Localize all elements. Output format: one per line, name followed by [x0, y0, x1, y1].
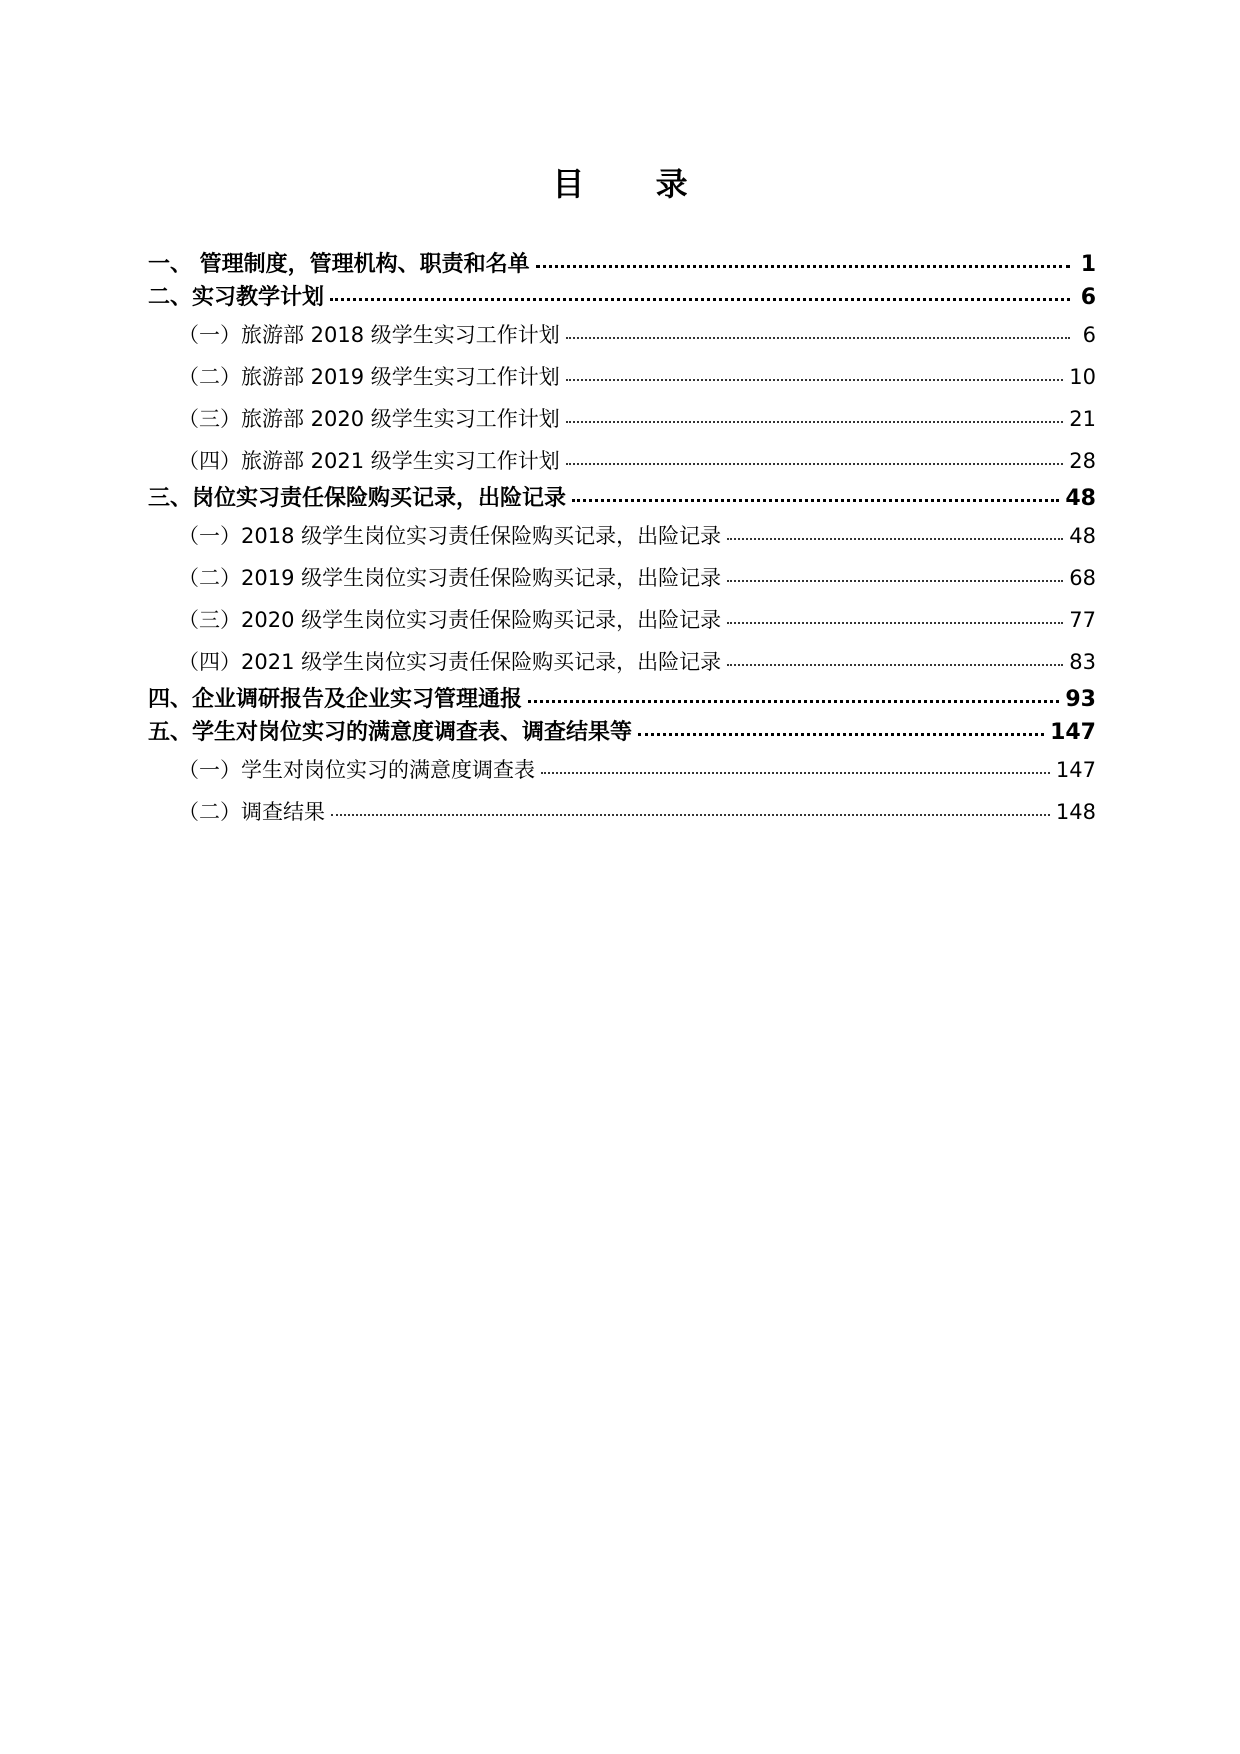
- dot-leader: [566, 336, 1070, 339]
- toc-entry-text: （一）旅游部 2018 级学生实习工作计划: [178, 323, 560, 347]
- toc-entry-text: （二）调查结果: [178, 800, 325, 824]
- toc-entry-text: （四）旅游部 2021 级学生实习工作计划: [178, 449, 560, 473]
- dot-leader: [727, 663, 1063, 666]
- toc-entry-page: 83: [1069, 650, 1096, 674]
- toc-entry-page: 148: [1055, 800, 1096, 824]
- toc-entry-page: 93: [1065, 687, 1096, 712]
- dot-leader: [528, 699, 1059, 703]
- toc-subentry[interactable]: [148, 641, 1096, 683]
- toc-entry-text: 四、企业调研报告及企业实习管理通报: [148, 687, 523, 712]
- toc-entry-page: 10: [1069, 365, 1096, 389]
- dot-leader: [331, 813, 1050, 816]
- toc-entry-page: 48: [1065, 486, 1096, 511]
- dot-leader: [566, 462, 1063, 465]
- toc-entry-text: （三）旅游部 2020 级学生实习工作计划: [178, 407, 560, 431]
- toc-entry-page: 147: [1050, 720, 1096, 745]
- toc-entry-page: 147: [1055, 758, 1096, 782]
- toc-entry-text: （二）旅游部 2019 级学生实习工作计划: [178, 365, 560, 389]
- toc-entry-page: 1: [1080, 252, 1096, 277]
- toc-entry-page: 21: [1069, 407, 1096, 431]
- toc-subentry[interactable]: [148, 314, 1096, 356]
- toc-title: 目 录: [552, 165, 718, 203]
- toc-entry[interactable]: [148, 716, 1096, 749]
- toc-entry-page: 6: [1082, 323, 1096, 347]
- toc-entry[interactable]: [148, 281, 1096, 314]
- dot-leader: [541, 771, 1050, 774]
- dot-leader: [566, 378, 1063, 381]
- toc-subentry[interactable]: [148, 791, 1096, 833]
- toc-entry-text: （一）学生对岗位实习的满意度调查表: [178, 758, 535, 782]
- toc-subentry[interactable]: [148, 356, 1096, 398]
- toc-entry-text: （二）2019 级学生岗位实习责任保险购买记录，出险记录: [178, 566, 722, 590]
- toc-subentry[interactable]: [148, 398, 1096, 440]
- dot-leader: [727, 621, 1063, 624]
- toc-entry[interactable]: [148, 683, 1096, 716]
- toc-entry-text: 二、实习教学计划: [148, 285, 325, 310]
- toc-subentry[interactable]: [148, 749, 1096, 791]
- toc-subentry[interactable]: [148, 515, 1096, 557]
- toc-entry-text: 三、岗位实习责任保险购买记录，出险记录: [148, 486, 567, 511]
- dot-leader: [566, 420, 1063, 423]
- dot-leader: [536, 264, 1070, 268]
- toc-entry[interactable]: [148, 482, 1096, 515]
- toc-entry-text: （四）2021 级学生岗位实习责任保险购买记录，出险记录: [178, 650, 722, 674]
- toc-entry-page: 28: [1069, 449, 1096, 473]
- toc-entry-page: 6: [1080, 285, 1096, 310]
- toc-list: [148, 248, 1096, 833]
- dot-leader: [638, 732, 1044, 736]
- toc-entry-page: 48: [1069, 524, 1096, 548]
- dot-leader: [572, 498, 1059, 502]
- toc-subentry[interactable]: [148, 440, 1096, 482]
- toc-subentry[interactable]: [148, 599, 1096, 641]
- toc-entry-page: 68: [1069, 566, 1096, 590]
- toc-entry-text: 五、学生对岗位实习的满意度调查表、调查结果等: [148, 720, 633, 745]
- toc-entry-page: 77: [1069, 608, 1096, 632]
- toc-entry-text: 一、 管理制度，管理机构、职责和名单: [148, 252, 530, 277]
- dot-leader: [727, 537, 1063, 540]
- dot-leader: [727, 579, 1063, 582]
- toc-entry-text: （一）2018 级学生岗位实习责任保险购买记录，出险记录: [178, 524, 722, 548]
- dot-leader: [330, 297, 1070, 301]
- toc-entry[interactable]: [148, 248, 1096, 281]
- toc-subentry[interactable]: [148, 557, 1096, 599]
- toc-entry-text: （三）2020 级学生岗位实习责任保险购买记录，出险记录: [178, 608, 722, 632]
